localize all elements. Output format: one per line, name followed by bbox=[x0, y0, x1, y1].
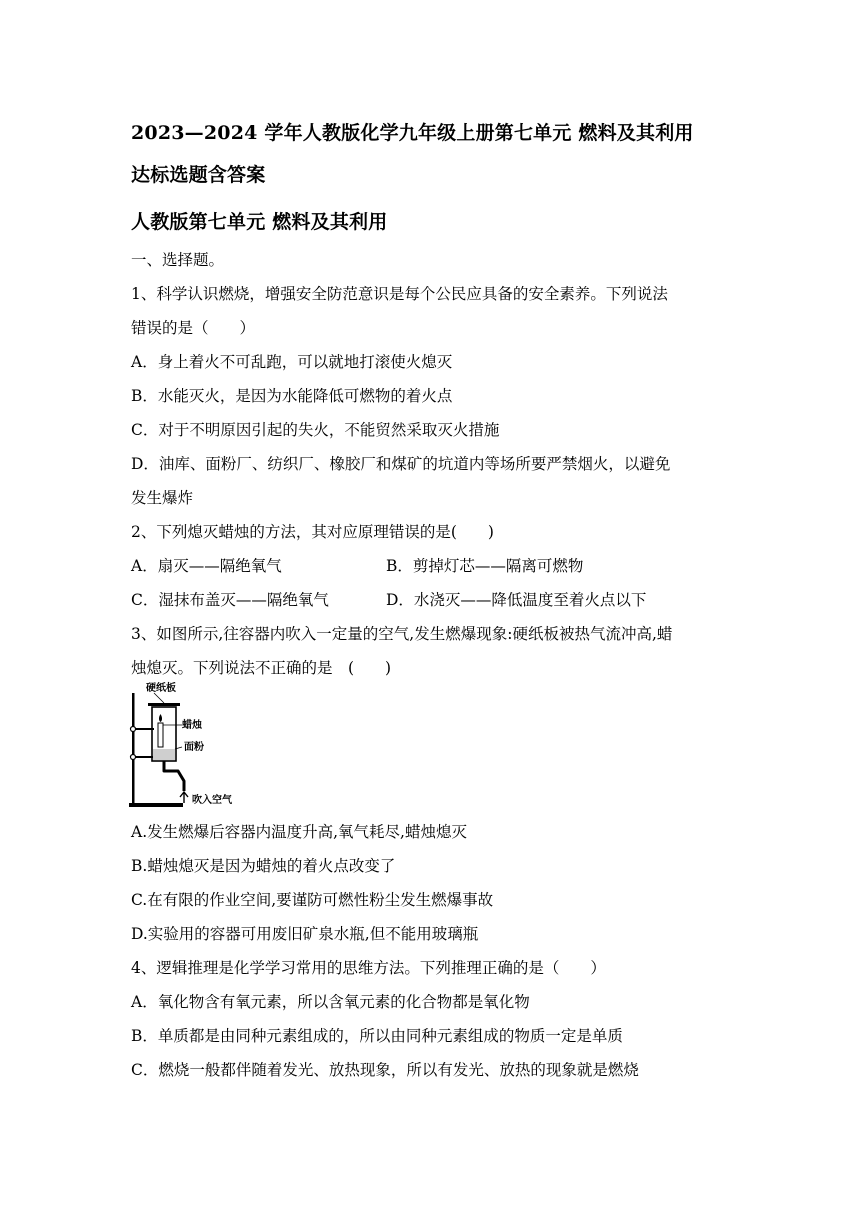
q1-option-d-line2: 发生爆炸 bbox=[131, 489, 194, 507]
q2-option-a: A．扇灭——隔绝氧气 bbox=[131, 557, 282, 575]
q3-option-a: A.发生燃爆后容器内温度升高,氧气耗尽,蜡烛熄灭 bbox=[131, 823, 467, 841]
air-arrow-icon bbox=[180, 792, 188, 803]
q2-option-d: D．水浇灭——降低温度至着火点以下 bbox=[386, 591, 647, 609]
candle-flame bbox=[159, 714, 162, 722]
stand-rod bbox=[132, 693, 135, 804]
dust-explosion-apparatus-figure bbox=[124, 681, 249, 809]
q2-stem: 2、下列熄灭蜡烛的方法，其对应原理错误的是( ) bbox=[131, 523, 494, 541]
lower-clamp-knob bbox=[131, 755, 136, 760]
q1-option-d-line1: D．油库、面粉厂、纺织厂、橡胶厂和煤矿的坑道内等场所要严禁烟火，以避免 bbox=[131, 455, 671, 473]
q3-option-c: C.在有限的作业空间,要谨防可燃性粉尘发生燃爆事故 bbox=[131, 891, 494, 909]
q3-stem-line2: 烛熄灭。下列说法不正确的是 ( ) bbox=[131, 659, 392, 677]
label-flour: 面粉 bbox=[184, 742, 204, 753]
q1-option-c: C．对于不明原因引起的失火，不能贸然采取灭火措施 bbox=[131, 421, 500, 439]
q4-option-c: C．燃烧一般都伴随着发光、放热现象，所以有发光、放热的现象就是燃烧 bbox=[131, 1061, 639, 1079]
q4-stem: 4、逻辑推理是化学学习常用的思维方法。下列推理正确的是（ ） bbox=[131, 959, 606, 977]
document-title-line1: 2023—2024 学年人教版化学九年级上册第七单元 燃料及其利用 bbox=[131, 122, 694, 144]
document-subtitle: 人教版第七单元 燃料及其利用 bbox=[131, 211, 388, 233]
stand-base bbox=[129, 803, 183, 807]
section-heading: 一、选择题。 bbox=[131, 251, 225, 269]
q1-stem-line2: 错误的是（ ） bbox=[131, 319, 256, 337]
flour-layer bbox=[153, 749, 175, 760]
label-cardboard: 硬纸板 bbox=[146, 683, 176, 694]
cardboard-lid bbox=[148, 703, 180, 706]
document-title-line2: 达标选题含答案 bbox=[131, 164, 266, 186]
label-blow-air: 吹入空气 bbox=[192, 795, 232, 806]
q4-option-b: B．单质都是由同种元素组成的，所以由同种元素组成的物质一定是单质 bbox=[131, 1027, 623, 1045]
q3-option-b: B.蜡烛熄灭是因为蜡烛的着火点改变了 bbox=[131, 857, 396, 875]
upper-clamp-knob bbox=[131, 727, 136, 732]
q3-stem-line1: 3、如图所示,往容器内吹入一定量的空气,发生燃爆现象:硬纸板被热气流冲高,蜡 bbox=[131, 625, 673, 643]
q1-stem-line1: 1、科学认识燃烧，增强安全防范意识是每个公民应具备的安全素养。下列说法 bbox=[131, 285, 668, 303]
q2-option-b: B．剪掉灯芯——隔离可燃物 bbox=[386, 557, 584, 575]
q4-option-a: A．氧化物含有氧元素，所以含氧元素的化合物都是氧化物 bbox=[131, 993, 530, 1011]
q2-option-c: C．湿抹布盖灭——隔绝氧气 bbox=[131, 591, 329, 609]
candle bbox=[158, 723, 163, 747]
q3-option-d: D.实验用的容器可用废旧矿泉水瓶,但不能用玻璃瓶 bbox=[131, 925, 479, 943]
label-candle: 蜡烛 bbox=[182, 720, 202, 731]
leader-board bbox=[154, 693, 164, 703]
q1-option-a: A．身上着火不可乱跑，可以就地打滚使火熄灭 bbox=[131, 353, 453, 371]
air-inlet-tube bbox=[164, 761, 184, 791]
q1-option-b: B．水能灭火，是因为水能降低可燃物的着火点 bbox=[131, 387, 453, 405]
